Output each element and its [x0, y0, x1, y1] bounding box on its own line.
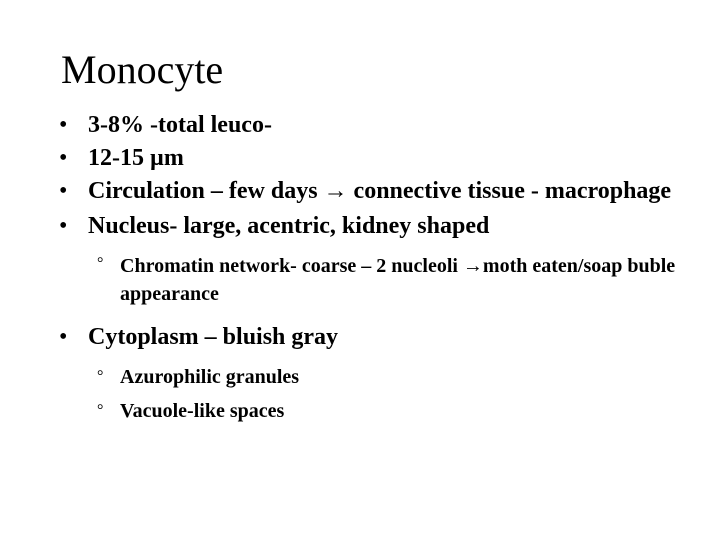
bullet-marker: •: [59, 112, 68, 138]
bullet-item-total-leuco: [59, 109, 689, 141]
bullet-text: Cytoplasm – bluish gray: [88, 324, 339, 350]
bullet-text: 3-8% -total leuco-: [88, 112, 272, 138]
nucleus-subbullets: [59, 252, 689, 308]
bullet-marker: •: [59, 145, 68, 171]
subbullet-marker: °: [97, 368, 104, 385]
slide-title: Monocyte: [61, 47, 224, 92]
bullet-item-nucleus: [59, 210, 689, 242]
bullet-list: [59, 109, 689, 428]
bullet-marker: •: [59, 178, 68, 204]
subbullet-item-vacuole: [59, 394, 689, 428]
subbullet-text: Chromatin network- coarse – 2 nucleoli →moth eaten/soap buble appearance: [120, 255, 676, 305]
bullet-item-circulation: [59, 175, 689, 207]
subbullet-text: Azurophilic granules: [120, 366, 300, 388]
bullet-marker: •: [59, 324, 68, 350]
cytoplasm-subbullets: [59, 360, 689, 428]
subbullet-item-azurophilic: [59, 360, 689, 394]
subbullet-marker: °: [97, 255, 104, 272]
bullet-text: Nucleus- large, acentric, kidney shaped: [88, 213, 490, 239]
bullet-item-size: [59, 142, 689, 174]
subbullet-marker: °: [97, 402, 104, 419]
bullet-item-cytoplasm: [59, 321, 689, 353]
bullet-text: Circulation – few days → connective tissue - macrophage: [88, 178, 672, 204]
subbullet-item-chromatin: [59, 252, 689, 308]
bullet-marker: •: [59, 213, 68, 239]
subbullet-text: Vacuole-like spaces: [120, 400, 285, 422]
bullet-text: 12-15 µm: [88, 145, 184, 171]
